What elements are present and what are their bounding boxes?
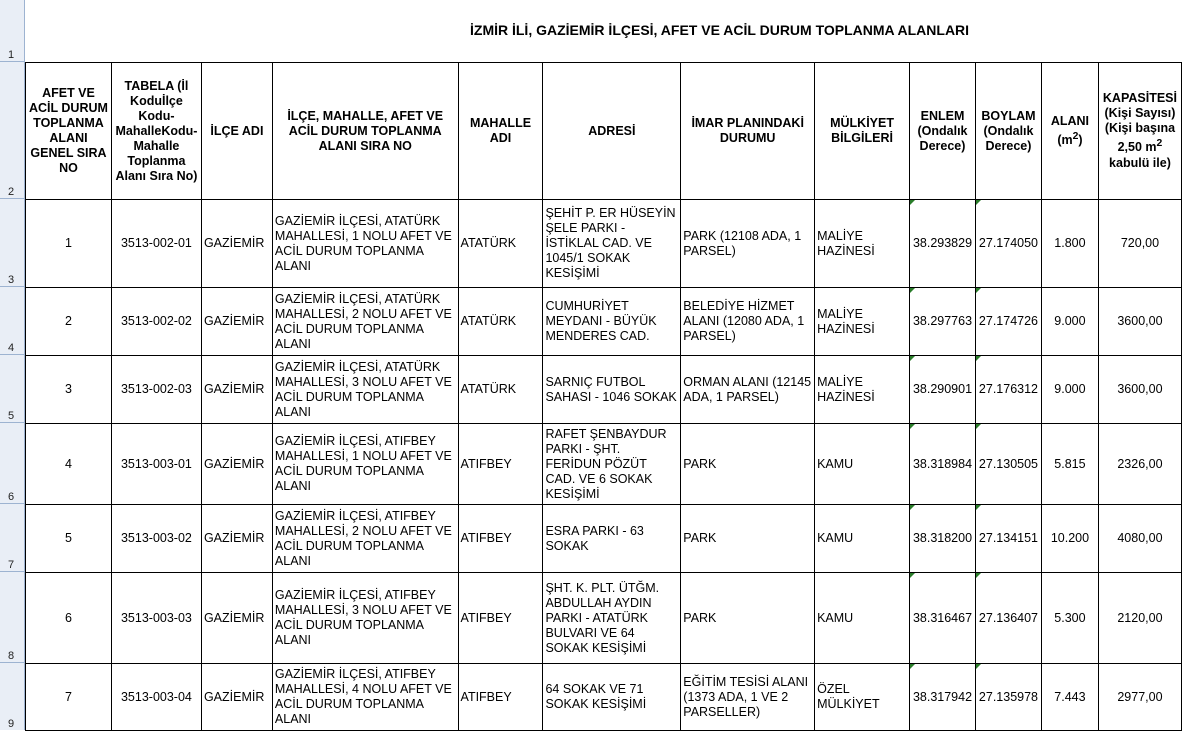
cell-alani[interactable]: 10.200 bbox=[1041, 505, 1098, 573]
cell-tabela[interactable]: 3513-003-04 bbox=[111, 664, 201, 731]
table-row bbox=[26, 505, 1182, 573]
row-number[interactable]: 9 bbox=[8, 718, 15, 730]
row-number[interactable]: 8 bbox=[0, 572, 24, 663]
row-number-column bbox=[0, 0, 25, 730]
table-row bbox=[26, 200, 1182, 288]
cell-mulkiyet[interactable]: KAMU bbox=[815, 424, 910, 505]
cell-tabela[interactable]: 3513-002-01 bbox=[111, 200, 201, 288]
cell-alani[interactable]: 1.800 bbox=[1041, 200, 1098, 288]
cell-alani[interactable]: 9.000 bbox=[1041, 288, 1098, 356]
sheet-title: İZMİR İLİ, GAZİEMİR İLÇESİ, AFET VE ACİL DURUM TOPLANMA ALANLARI bbox=[470, 22, 970, 38]
cell-ilce[interactable]: GAZİEMİR bbox=[201, 424, 272, 505]
row-number[interactable]: 1 bbox=[0, 0, 24, 62]
row-number[interactable]: 6 bbox=[0, 423, 24, 504]
cell-mulkiyet[interactable]: ÖZEL MÜLKİYET bbox=[815, 664, 910, 731]
cell-kapasite[interactable]: 2120,00 bbox=[1098, 573, 1181, 664]
cell-boylam[interactable]: 27.136407 bbox=[975, 573, 1041, 664]
header-cell[interactable]: İLÇE, MAHALLE, AFET VE ACİL DURUM TOPLANMA ALANI SIRA NO bbox=[272, 63, 458, 200]
cell-adres[interactable]: ŞHT. K. PLT. ÜTĞM. ABDULLAH AYDIN PARKI - ATATÜRK BULVARI VE 64 SOKAK KESİŞİMİ bbox=[543, 573, 681, 664]
cell-mahalle[interactable]: ATIFBEY bbox=[458, 664, 543, 731]
cell-adres[interactable]: ŞEHİT P. ER HÜSEYİN ŞELE PARKI - İSTİKLAL CAD. VE 1045/1 SOKAK KESİŞİMİ bbox=[543, 200, 681, 288]
table-row bbox=[26, 288, 1182, 356]
cell-alan[interactable]: GAZİEMİR İLÇESİ, ATIFBEY MAHALLESİ, 4 NOLU AFET VE ACİL DURUM TOPLANMA ALANI bbox=[272, 664, 458, 731]
cell-sira[interactable]: 7 bbox=[26, 664, 112, 731]
header-cell[interactable]: AFET VE ACİL DURUM TOPLANMA ALANI GENEL SIRA NO bbox=[26, 63, 112, 200]
cell-mahalle[interactable]: ATIFBEY bbox=[458, 573, 543, 664]
cell-alan[interactable]: GAZİEMİR İLÇESİ, ATATÜRK MAHALLESİ, 1 NOLU AFET VE ACİL DURUM TOPLANMA ALANI bbox=[272, 200, 458, 288]
cell-kapasite[interactable]: 3600,00 bbox=[1098, 288, 1181, 356]
cell-sira[interactable]: 5 bbox=[26, 505, 112, 573]
cell-mulkiyet[interactable]: MALİYE HAZİNESİ bbox=[815, 288, 910, 356]
row-number[interactable]: 7 bbox=[0, 504, 24, 572]
cell-enlem[interactable]: 38.293829 bbox=[910, 200, 976, 288]
cell-tabela[interactable]: 3513-002-03 bbox=[111, 356, 201, 424]
cell-sira[interactable]: 4 bbox=[26, 424, 112, 505]
cell-ilce[interactable]: GAZİEMİR bbox=[201, 200, 272, 288]
cell-sira[interactable]: 2 bbox=[26, 288, 112, 356]
cell-imar[interactable]: PARK bbox=[681, 424, 815, 505]
cell-ilce[interactable]: GAZİEMİR bbox=[201, 664, 272, 731]
cell-tabela[interactable]: 3513-003-02 bbox=[111, 505, 201, 573]
header-cell[interactable]: İMAR PLANINDAKİ DURUMU bbox=[681, 63, 815, 200]
cell-sira[interactable]: 1 bbox=[26, 200, 112, 288]
cell-alani[interactable]: 5.300 bbox=[1041, 573, 1098, 664]
cell-alani[interactable]: 7.443 bbox=[1041, 664, 1098, 731]
cell-sira[interactable]: 3 bbox=[26, 356, 112, 424]
cell-ilce[interactable]: GAZİEMİR bbox=[201, 356, 272, 424]
header-cell-alani[interactable]: ALANI $(m^2)$ bbox=[1041, 63, 1098, 200]
header-cell[interactable]: MÜLKİYET BİLGİLERİ bbox=[815, 63, 910, 200]
cell-boylam[interactable]: 27.174726 bbox=[975, 288, 1041, 356]
table-row bbox=[26, 424, 1182, 505]
cell-alan[interactable]: GAZİEMİR İLÇESİ, ATIFBEY MAHALLESİ, 3 NOLU AFET VE ACİL DURUM TOPLANMA ALANI bbox=[272, 573, 458, 664]
header-cell[interactable]: ADRESİ bbox=[543, 63, 681, 200]
cell-mulkiyet[interactable]: KAMU bbox=[815, 573, 910, 664]
cell-mahalle[interactable]: ATATÜRK bbox=[458, 200, 543, 288]
cell-boylam[interactable]: 27.176312 bbox=[975, 356, 1041, 424]
cell-enlem[interactable]: 38.318200 bbox=[910, 505, 976, 573]
cell-kapasite[interactable]: 3600,00 bbox=[1098, 356, 1181, 424]
cell-kapasite[interactable]: 2326,00 bbox=[1098, 424, 1181, 505]
cell-boylam[interactable]: 27.174050 bbox=[975, 200, 1041, 288]
cell-mulkiyet[interactable]: MALİYE HAZİNESİ bbox=[815, 356, 910, 424]
cell-alani[interactable]: 5.815 bbox=[1041, 424, 1098, 505]
cell-imar[interactable]: PARK bbox=[681, 573, 815, 664]
cell-adres[interactable]: 64 SOKAK VE 71 SOKAK KESİŞİMİ bbox=[543, 664, 681, 731]
cell-alan[interactable]: GAZİEMİR İLÇESİ, ATIFBEY MAHALLESİ, 1 NOLU AFET VE ACİL DURUM TOPLANMA ALANI bbox=[272, 424, 458, 505]
cell-kapasite[interactable]: 720,00 bbox=[1098, 200, 1181, 288]
cell-tabela[interactable]: 3513-003-03 bbox=[111, 573, 201, 664]
header-cell[interactable]: BOYLAM (Ondalık Derece) bbox=[975, 63, 1041, 200]
table-row bbox=[26, 573, 1182, 664]
cell-mulkiyet[interactable]: MALİYE HAZİNESİ bbox=[815, 200, 910, 288]
cell-tabela[interactable]: 3513-003-01 bbox=[111, 424, 201, 505]
cell-kapasite[interactable]: 4080,00 bbox=[1098, 505, 1181, 573]
cell-adres[interactable]: ESRA PARKI - 63 SOKAK bbox=[543, 505, 681, 573]
cell-imar[interactable]: PARK bbox=[681, 505, 815, 573]
cell-mulkiyet[interactable]: KAMU bbox=[815, 505, 910, 573]
cell-adres[interactable]: RAFET ŞENBAYDUR PARKI - ŞHT. FERİDUN PÖZÜT CAD. VE 6 SOKAK KESİŞİMİ bbox=[543, 424, 681, 505]
cell-imar[interactable]: ORMAN ALANI (12145 ADA, 1 PARSEL) bbox=[681, 356, 815, 424]
header-cell[interactable]: İLÇE ADI bbox=[201, 63, 272, 200]
cell-boylam[interactable]: 27.135978 bbox=[975, 664, 1041, 731]
cell-imar[interactable]: PARK (12108 ADA, 1 PARSEL) bbox=[681, 200, 815, 288]
cell-adres[interactable]: CUMHURİYET MEYDANI - BÜYÜK MENDERES CAD. bbox=[543, 288, 681, 356]
cell-imar[interactable]: BELEDİYE HİZMET ALANI (12080 ADA, 1 PARSEL) bbox=[681, 288, 815, 356]
header-cell[interactable]: ENLEM (Ondalık Derece) bbox=[910, 63, 976, 200]
row-number[interactable]: 4 bbox=[0, 287, 24, 355]
data-table bbox=[25, 62, 1182, 731]
cell-boylam[interactable]: 27.134151 bbox=[975, 505, 1041, 573]
cell-mahalle[interactable]: ATIFBEY bbox=[458, 505, 543, 573]
cell-ilce[interactable]: GAZİEMİR bbox=[201, 505, 272, 573]
title-row[interactable] bbox=[25, 0, 1182, 62]
cell-alan[interactable]: GAZİEMİR İLÇESİ, ATIFBEY MAHALLESİ, 2 NOLU AFET VE ACİL DURUM TOPLANMA ALANI bbox=[272, 505, 458, 573]
cell-ilce[interactable]: GAZİEMİR bbox=[201, 288, 272, 356]
cell-mahalle[interactable]: ATATÜRK bbox=[458, 288, 543, 356]
cell-enlem[interactable]: 38.317942 bbox=[910, 664, 976, 731]
cell-alan[interactable]: GAZİEMİR İLÇESİ, ATATÜRK MAHALLESİ, 2 NOLU AFET VE ACİL DURUM TOPLANMA ALANI bbox=[272, 288, 458, 356]
cell-ilce[interactable]: GAZİEMİR bbox=[201, 573, 272, 664]
cell-enlem[interactable]: 38.316467 bbox=[910, 573, 976, 664]
cell-boylam[interactable]: 27.130505 bbox=[975, 424, 1041, 505]
table-row bbox=[26, 664, 1182, 731]
cell-mahalle[interactable]: ATATÜRK bbox=[458, 356, 543, 424]
cell-adres[interactable]: SARNIÇ FUTBOL SAHASI - 1046 SOKAK bbox=[543, 356, 681, 424]
cell-sira[interactable]: 6 bbox=[26, 573, 112, 664]
table-row bbox=[26, 356, 1182, 424]
row-number[interactable]: 3 bbox=[0, 199, 24, 287]
cell-imar[interactable]: EĞİTİM TESİSİ ALANI (1373 ADA, 1 VE 2 PARSELLER) bbox=[681, 664, 815, 731]
cell-kapasite[interactable]: 2977,00 bbox=[1098, 664, 1181, 731]
row-number[interactable]: 5 bbox=[0, 355, 24, 423]
cell-enlem[interactable]: 38.297763 bbox=[910, 288, 976, 356]
cell-tabela[interactable]: 3513-002-02 bbox=[111, 288, 201, 356]
cell-enlem[interactable]: 38.318984 bbox=[910, 424, 976, 505]
cell-alani[interactable]: 9.000 bbox=[1041, 356, 1098, 424]
header-cell[interactable]: TABELA (İl Koduİlçe Kodu-MahalleKodu-Mahalle Toplanma Alanı Sıra No) bbox=[111, 63, 201, 200]
header-cell[interactable]: MAHALLE ADI bbox=[458, 63, 543, 200]
row-number[interactable]: 2 bbox=[0, 62, 24, 199]
cell-mahalle[interactable]: ATIFBEY bbox=[458, 424, 543, 505]
cell-alan[interactable]: GAZİEMİR İLÇESİ, ATATÜRK MAHALLESİ, 3 NOLU AFET VE ACİL DURUM TOPLANMA ALANI bbox=[272, 356, 458, 424]
header-row bbox=[26, 63, 1182, 200]
cell-enlem[interactable]: 38.290901 bbox=[910, 356, 976, 424]
header-cell-kapasite[interactable]: KAPASİTESİ (Kişi Sayısı) (Kişi başına 2,50 $m^2$ kabulü ile) bbox=[1098, 63, 1181, 200]
